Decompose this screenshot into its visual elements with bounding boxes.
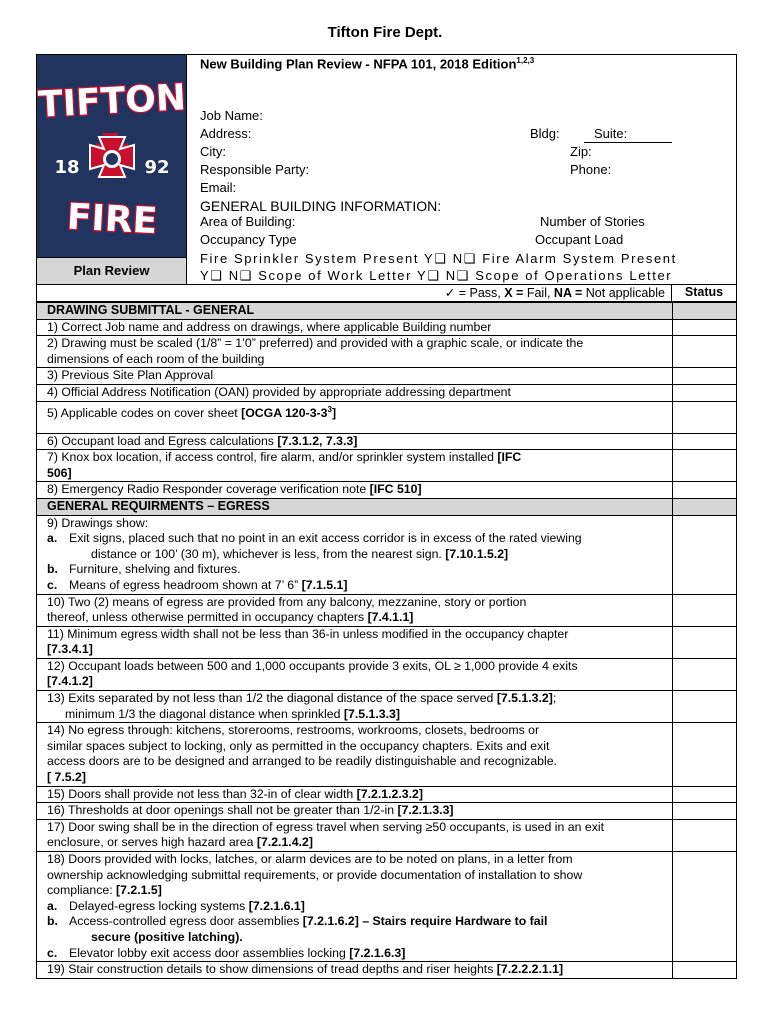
logo-year-right: 92 — [144, 157, 170, 178]
item-10: 10) Two (2) means of egress are provided from any balcony, mezzanine, story or portion thereof, unless otherwise permitted in occupancy chapters [7.4.1.1] — [37, 594, 673, 626]
logo-line1: TIFTON — [37, 77, 187, 126]
item-16: 16) Thresholds at door openings shall not be greater than 1/2-in [7.2.1.3.3] — [37, 803, 673, 820]
status-cell[interactable] — [673, 319, 737, 336]
item-7: 7) Knox box location, if access control, fire alarm, and/or sprinkler system installed [IFC 506] — [37, 450, 673, 482]
item-2: 2) Drawing must be scaled (1/8” = 1’0” preferred) and provided with a graphic scale, or indicate the dimensions of each room of the building — [37, 336, 673, 368]
status-cell[interactable] — [673, 401, 737, 433]
item-9: 9) Drawings show: a. Exit signs, placed such that no point in an exit access corridor is in excess of the rated viewing distance or 100’ (30 m), whichever is less, from the nearest sign. [7.10.1.5.2] b. Furniture, shelving and fixtures. c. Means of egress headroom shown at 7’ 6” [7.1.5.1] — [37, 515, 673, 594]
status-cell[interactable] — [673, 803, 737, 820]
tifton-fire-logo — [36, 54, 187, 285]
item-19: 19) Stair construction details to show dimensions of tread depths and riser heights [7.2.2.2.1.1] — [37, 962, 673, 979]
sprinkler-alarm-checkboxes[interactable]: Fire Sprinkler System Present Y❑ N❑ Fire Alarm System Present — [200, 251, 677, 266]
status-cell[interactable] — [673, 852, 737, 962]
maltese-cross-icon — [90, 133, 134, 177]
item-17: 17) Door swing shall be in the direction of egress travel when serving ≥50 occupants, is used in an exit enclosure, or serves high hazard area [7.2.1.4.2] — [37, 819, 673, 851]
status-cell[interactable] — [673, 368, 737, 385]
item-14: 14) No egress through: kitchens, storerooms, restrooms, workrooms, closets, bedrooms or similar spaces subject to locking, only as permitted in the occupancy chapters. Exits and exit access doors are to be designed and arranged to be readily distinguishable and recognizable. [ 7.5.2] — [37, 723, 673, 786]
item-12: 12) Occupant loads between 500 and 1,000 occupants provide 3 exits, OL ≥ 1,000 provide 4 exits [7.4.1.2] — [37, 658, 673, 690]
status-cell[interactable] — [673, 515, 737, 594]
status-column-header: Status — [671, 285, 737, 302]
suite-field[interactable]: Suite: — [594, 126, 628, 141]
item-18: 18) Doors provided with locks, latches, or alarm devices are to be noted on plans, in a letter from ownership acknowledging submittal requirements, or provide documentation of installation to show compliance: [7.2.1.5] a. Delayed-egress locking systems [7.2.1.6.1] b. Access-controlled egress door assemblies [7.2.1.6.2] – Stairs require Hardware to fail secure (positive latching). c. Elevator lobby exit access door assemblies locking [7.2.1.6.3] — [37, 852, 673, 962]
status-cell[interactable] — [673, 819, 737, 851]
suite-underline — [584, 142, 672, 143]
phone-field[interactable]: Phone: — [570, 162, 612, 177]
status-cell[interactable] — [673, 433, 737, 450]
status-cell[interactable] — [673, 786, 737, 803]
responsible-party-field[interactable]: Responsible Party: — [200, 162, 310, 177]
status-legend: ✓ = Pass, X = Fail, NA = Not applicable — [36, 285, 671, 302]
item-6: 6) Occupant load and Egress calculations [7.3.1.2, 7.3.3] — [37, 433, 673, 450]
status-cell[interactable] — [673, 723, 737, 786]
occupant-load-field[interactable]: Occupant Load — [535, 232, 624, 247]
status-cell[interactable] — [673, 450, 737, 482]
status-cell[interactable] — [673, 303, 737, 320]
status-cell[interactable] — [673, 626, 737, 658]
city-field[interactable]: City: — [200, 144, 226, 159]
stories-field[interactable]: Number of Stories — [540, 214, 645, 229]
checklist-table — [36, 302, 737, 979]
email-field[interactable]: Email: — [200, 180, 237, 195]
status-cell[interactable] — [673, 691, 737, 723]
job-name-field[interactable]: Job Name: — [200, 108, 263, 123]
item-1: 1) Correct Job name and address on drawings, where applicable Building number — [37, 319, 673, 336]
scope-letter-checkboxes[interactable]: Y❑ N❑ Scope of Work Letter Y❑ N❑ Scope of Operations Letter — [200, 268, 673, 283]
status-cell[interactable] — [673, 498, 737, 515]
status-cell[interactable] — [673, 384, 737, 401]
item-15: 15) Doors shall provide not less than 32-in of clear width [7.2.1.2.3.2] — [37, 786, 673, 803]
area-field[interactable]: Area of Building: — [200, 214, 296, 229]
item-11: 11) Minimum egress width shall not be less than 36-in unless modified in the occupancy chapter [7.3.4.1] — [37, 626, 673, 658]
bldg-field[interactable]: Bldg: — [530, 126, 560, 141]
plan-review-label: Plan Review — [36, 257, 187, 285]
item-4: 4) Official Address Notification (OAN) provided by appropriate addressing department — [37, 384, 673, 401]
status-cell[interactable] — [673, 658, 737, 690]
address-field[interactable]: Address: — [200, 126, 252, 141]
status-cell[interactable] — [673, 594, 737, 626]
status-cell[interactable] — [673, 336, 737, 368]
item-5: 5) Applicable codes on cover sheet [OCGA 120-3-3$^3$] — [37, 401, 673, 433]
section-egress: GENERAL REQUIRMENTS – EGRESS — [37, 498, 673, 515]
item-3: 3) Previous Site Plan Approval — [37, 368, 673, 385]
logo-year-left: 18 — [54, 157, 80, 178]
status-cell[interactable] — [673, 482, 737, 499]
logo-line2: FIRE — [65, 196, 159, 243]
item-13: 13) Exits separated by not less than 1/2 the diagonal distance of the space served [7.5.1.3.2]; minimum 1/3 the diagonal distance when sprinkled [7.5.1.3.3] — [37, 691, 673, 723]
status-cell[interactable] — [673, 962, 737, 979]
item-8: 8) Emergency Radio Responder coverage verification note [IFC 510] — [37, 482, 673, 499]
section-drawing-submittal: DRAWING SUBMITTAL - GENERAL — [37, 303, 673, 320]
occupancy-type-field[interactable]: Occupancy Type — [200, 232, 297, 247]
general-info-heading: GENERAL BUILDING INFORMATION: — [200, 198, 442, 214]
department-title: Tifton Fire Dept. — [327, 24, 443, 41]
zip-field[interactable]: Zip: — [570, 144, 592, 159]
form-title: New Building Plan Review - NFPA 101, 2018 Edition$^{1,2,3}$ — [200, 56, 535, 72]
